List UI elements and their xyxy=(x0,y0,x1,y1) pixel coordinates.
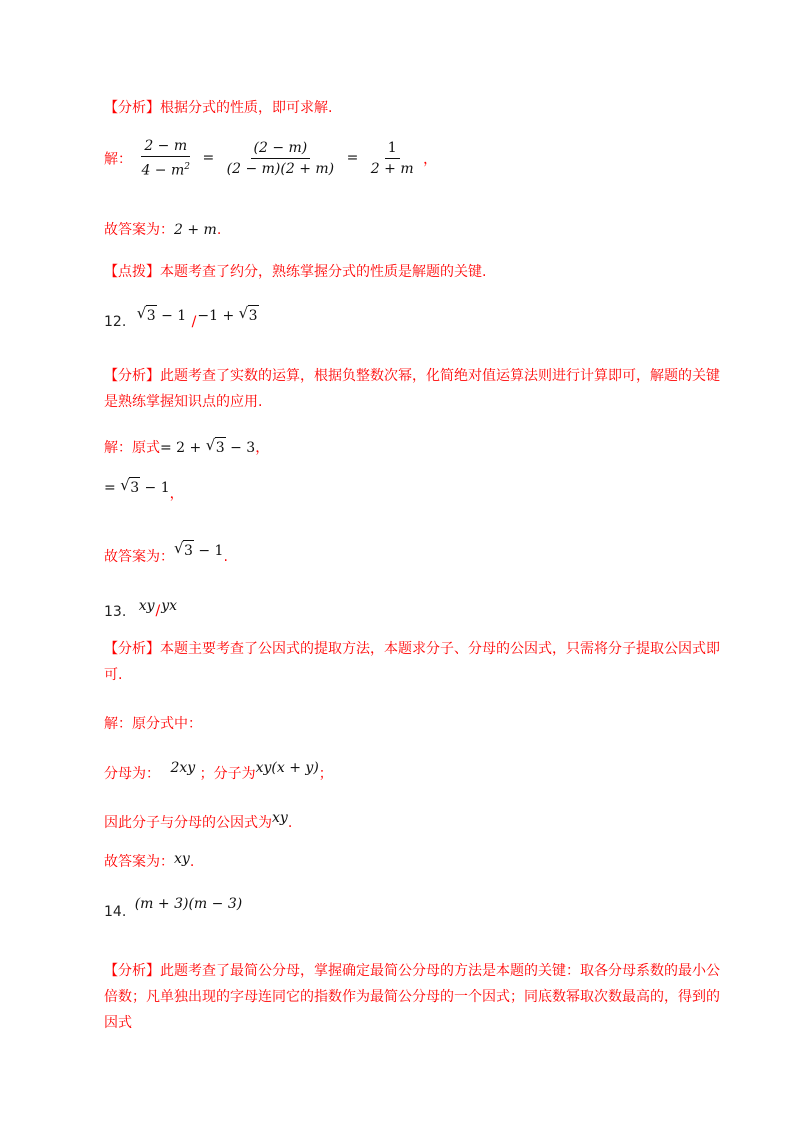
q13-analysis: 【分析】本题主要考查了公因式的提取方法，本题求分子、分母的公因式，只需将分子提取公因式即可. xyxy=(104,641,720,683)
analysis-text: 根据分式的性质，即可求解. xyxy=(160,100,333,116)
q11-answer: 故答案为：2 + m. xyxy=(104,222,222,238)
q13-answer: 故答案为：xy. xyxy=(104,851,195,870)
q14-heading: 14. (m + 3)(m − 3) xyxy=(104,896,243,920)
question-number: 13. xyxy=(104,604,127,620)
q12-step-2: = √ 3 − 1， xyxy=(104,476,184,502)
fraction-3: $\frac{1}{2 + m}$ xyxy=(370,139,414,177)
q14-analysis: 【分析】此题考查了最简公分母，掌握确定最简公分母的方法是本题的关键：取各分母系数的最小公倍数；凡单独出现的字母连同它的指数作为最简公分母的一个因式；同底数幂取次数最高的，得到的因式 xyxy=(104,963,720,1031)
solution-prefix: 解： xyxy=(104,151,132,168)
analysis-tag: 【分析】 xyxy=(104,100,160,116)
q13-common: 因此分子与分母的公因式为xy. xyxy=(104,810,293,831)
q12-step-1: 解：原式= 2 + √ 3 − 3， xyxy=(104,436,270,456)
answer-b: −1 + √ 3 xyxy=(197,304,258,324)
question-number: 12. xyxy=(104,314,127,330)
q12-analysis: 【分析】此题考查了实数的运算，根据负整数次幂，化简绝对值运算法则进行计算即可，解题的关键是熟练掌握知识点的应用. xyxy=(104,368,720,410)
q13-heading: 13. xy/yx xyxy=(104,598,178,620)
answer-value: 2 + m xyxy=(174,222,217,238)
fraction-2: $\frac{(2 - m)}{(2 - m)(2 + m)}$ xyxy=(226,139,335,177)
q13-parts: 分母为： 2xy ；分子为xy(x + y)； xyxy=(104,760,333,782)
answer-a: √ 3 − 1 xyxy=(136,304,187,324)
q11-comment: 【点拨】本题考查了约分，熟练掌握分式的性质是解题的关键. xyxy=(104,264,487,280)
q12-heading: 12. √ 3 − 1 /−1 + √ 3 xyxy=(104,304,258,330)
q11-solution: 解： $\frac{2 - m}{4 - m^2}$ = $\frac{(2 - m)}{(2 - m)(2 + m)}$ = $\frac{1}{2 + m}$ ， xyxy=(104,138,438,179)
fraction-1: $\frac{2 - m}{4 - m^2}$ xyxy=(141,138,191,179)
question-number: 14. xyxy=(104,904,127,920)
q12-answer: 故答案为： √ 3 − 1. xyxy=(104,539,228,565)
q13-solution: 解：原分式中： xyxy=(104,716,202,732)
q11-analysis xyxy=(104,98,332,118)
